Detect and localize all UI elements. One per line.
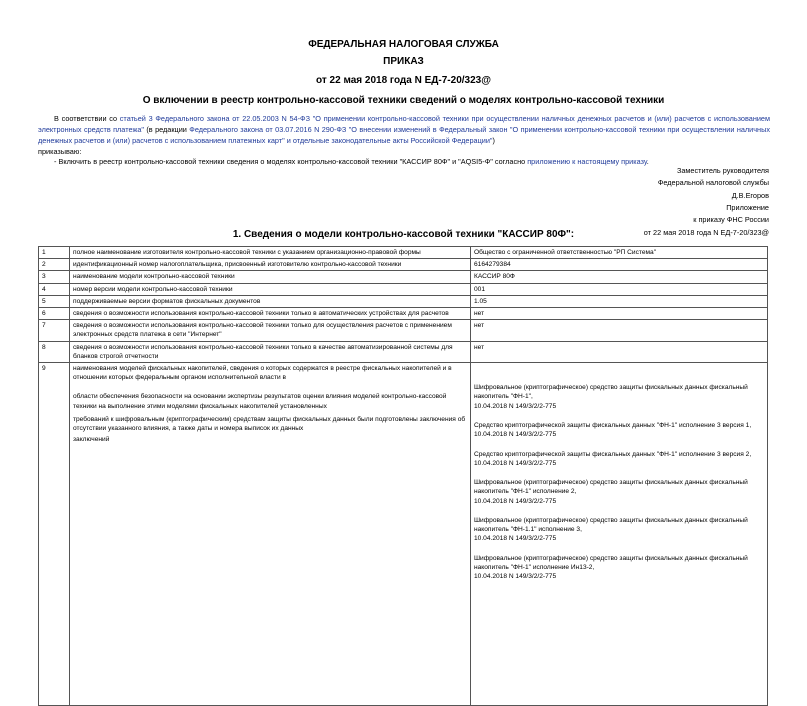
preamble-text: ) bbox=[492, 136, 495, 145]
row-number: 5 bbox=[39, 295, 70, 307]
row-description: сведения о возможности использования контрольно-кассовой техники только в автоматических устройствах для расчетов bbox=[70, 308, 471, 320]
appendix-line: Приложение bbox=[726, 203, 769, 212]
row-number: 9 bbox=[39, 363, 70, 706]
table-row bbox=[39, 283, 768, 295]
description-part: заключений bbox=[73, 436, 110, 444]
row-number: 8 bbox=[39, 341, 70, 362]
table-row bbox=[39, 247, 768, 259]
row-number: 2 bbox=[39, 259, 70, 271]
row-value bbox=[471, 363, 768, 706]
description-part: наименования моделей фискальных накопителей, сведения о которых содержатся в реестре фискальных накопителей и в отношении которых федеральным органом исполнительной власти в bbox=[73, 365, 452, 382]
model-info-table bbox=[38, 246, 768, 706]
fiscal-drive-entry: Средство криптографической защиты фискальных данных "ФН-1" исполнение 3 версия 2, 10.04.2018 N 149/3/2/2-775 bbox=[474, 450, 752, 467]
signature-block bbox=[658, 165, 769, 202]
agency-name: ФЕДЕРАЛЬНАЯ НАЛОГОВАЯ СЛУЖБА bbox=[308, 39, 499, 50]
fiscal-drive-entry: Шифровальное (криптографическое) средство защиты фискальных данных фискальный накопитель "ФН-1" исполнение 2, 10.04.2018 N 149/3/2/2-775 bbox=[474, 479, 748, 505]
row-value: нет bbox=[471, 320, 768, 341]
order-item-text: . bbox=[646, 157, 649, 166]
row-number: 4 bbox=[39, 283, 70, 295]
fiscal-drive-entry: Средство криптографической защиты фискальных данных "ФН-1" исполнение 3 версия 1, 10.04.2018 N 149/3/2/2-775 bbox=[474, 422, 752, 439]
preamble-text: (в редакции bbox=[146, 125, 187, 134]
row-number: 3 bbox=[39, 271, 70, 283]
table-row bbox=[39, 271, 768, 283]
row-description: поддерживаемые версии форматов фискальных документов bbox=[70, 295, 471, 307]
row-description: номер версии модели контрольно-кассовой техники bbox=[70, 283, 471, 295]
signature-line: Федеральной налоговой службы bbox=[657, 178, 769, 188]
row-number: 1 bbox=[39, 247, 70, 259]
order-word: приказываю: bbox=[38, 147, 82, 156]
appendix-line: к приказу ФНС России bbox=[693, 215, 769, 225]
row-value: Общество с ограниченной ответственностью "РП Система" bbox=[471, 247, 768, 259]
row-value: 001 bbox=[471, 283, 768, 295]
row-number: 6 bbox=[39, 308, 70, 320]
row-number: 7 bbox=[39, 320, 70, 341]
order-item-text: - Включить в реестр контрольно-кассовой техники сведения о моделях контрольно-кассовой техники "КАССИР 80Ф" и "AQSI5-Ф" согласно bbox=[54, 157, 526, 166]
preamble-paragraph bbox=[38, 113, 770, 146]
row-value: нет bbox=[471, 308, 768, 320]
table-row bbox=[39, 295, 768, 307]
row-description: полное наименование изготовителя контрольно-кассовой техники с указанием организационно-правовой формы bbox=[70, 247, 471, 259]
table-row bbox=[39, 308, 768, 320]
row-value: 6164279384 bbox=[471, 259, 768, 271]
row-value: КАССИР 80Ф bbox=[471, 271, 768, 283]
doc-title: О включении в реестр контрольно-кассовой техники сведений о моделях контрольно-кассовой техники bbox=[142, 95, 665, 106]
row-value: 1.05 bbox=[471, 295, 768, 307]
table-row bbox=[39, 341, 768, 362]
row-description: идентификационный номер налогоплательщика, присвоенный изготовителю контрольно-кассовой техники bbox=[70, 259, 471, 271]
section-title: 1. Сведения о модели контрольно-кассовой техники "КАССИР 80Ф": bbox=[232, 229, 575, 240]
table-row bbox=[39, 259, 768, 271]
table-row bbox=[39, 320, 768, 341]
description-part: области обеспечения безопасности на основании экспертизы результатов оценки влияния моделей контрольно-кассовой техники на выполнение этими моделями фискальных накопителей установленных bbox=[73, 393, 447, 410]
row-description bbox=[70, 363, 471, 706]
appendix-line: от 22 мая 2018 года N ЕД-7-20/323@ bbox=[643, 227, 769, 237]
law-290fz-link[interactable]: Федерального закона от 03.07.2016 N 290-ФЗ "О внесении изменений в Федеральный закон "О применении контрольно-кассовой техники при осуществлении наличных денежных расчетов и (или) расчетов с использованием платежных карт" и отдельные законодательные акты Российской Федерации" bbox=[38, 125, 770, 145]
description-part: требований к шифровальным (криптографическим) средствам защиты фискальных данных были подготовлены заключения об отсутствии указанного влияния, а также даты и номера выписок их данных bbox=[73, 415, 466, 433]
appendix-link[interactable]: приложению к настоящему приказу bbox=[527, 157, 647, 166]
row-value: нет bbox=[471, 341, 768, 362]
fiscal-drive-entry: Шифровальное (криптографическое) средство защиты фискальных данных фискальный накопитель "ФН-1" исполнение Ин13-2, 10.04.2018 N 149/3/2/2-775 bbox=[474, 554, 748, 581]
doc-type: ПРИКАЗ bbox=[383, 56, 424, 67]
signature-line: Д.В.Егоров bbox=[731, 190, 769, 200]
table-row bbox=[39, 363, 768, 706]
fiscal-drive-entry: Шифровальное (криптографическое) средство защиты фискальных данных фискальный накопитель "ФН-1.1" исполнение 3, 10.04.2018 N 149/3/2/2-775 bbox=[474, 517, 748, 543]
row-description: сведения о возможности использования контрольно-кассовой техники только для осуществления расчетов с применением электронных средств платежа в сети "Интернет" bbox=[70, 320, 471, 341]
signature-line: Заместитель руководителя bbox=[676, 166, 769, 175]
preamble-text: В соответствии со bbox=[54, 114, 118, 123]
fiscal-drive-entry: Шифровальное (криптографическое) средство защиты фискальных данных фискальный накопитель "ФН-1", 10.04.2018 N 149/3/2/2-775 bbox=[474, 384, 748, 410]
law-54fz-link[interactable]: статьей 3 Федерального закона от 22.05.2003 N 54-ФЗ "О применении контрольно-кассовой техники при осуществлении наличных денежных расчетов и (или) расчетов с использованием электронных средств платежа" bbox=[38, 114, 770, 134]
doc-date-number: от 22 мая 2018 года N ЕД-7-20/323@ bbox=[316, 75, 491, 86]
row-description: наименование модели контрольно-кассовой техники bbox=[70, 271, 471, 283]
row-description: сведения о возможности использования контрольно-кассовой техники только в качестве автоматизированной системы для бланков строгой отчетности bbox=[70, 341, 471, 362]
